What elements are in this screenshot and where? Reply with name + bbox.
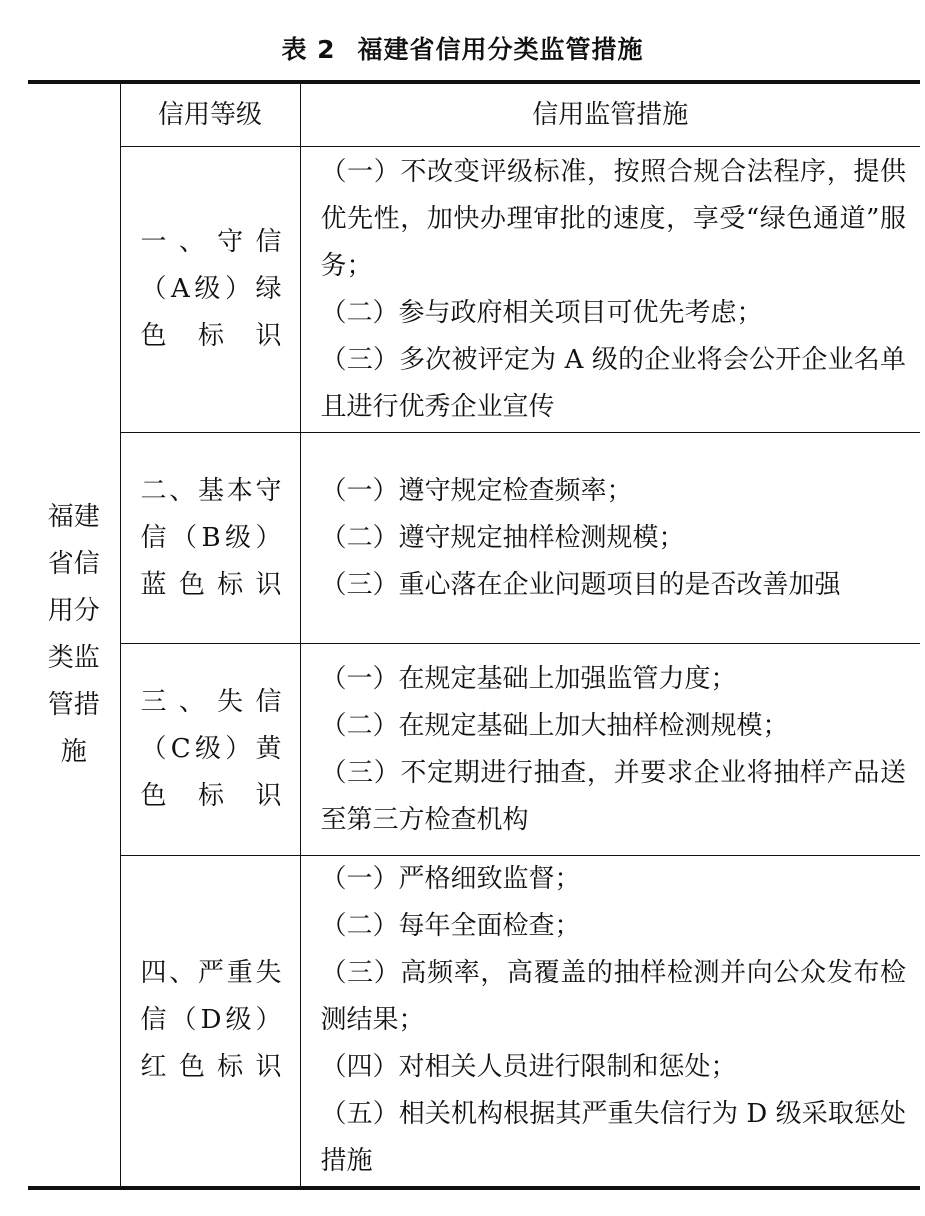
measure-item: （一）遵守规定检查频率； (320, 475, 633, 506)
measures-cell (300, 856, 920, 1188)
header-measures: 信用监管措施 (300, 82, 920, 147)
grade-label: 三、失信（C级）黄色标识 (140, 687, 282, 811)
measure-item: （二）在规定基础上加大抽样检测规模； (320, 710, 789, 741)
table-row (28, 644, 920, 856)
measure-item: （三）不定期进行抽查，并要求企业将抽样产品送至第三方检查机构 (320, 757, 906, 835)
table-title: 福建省信用分类监管措施 (357, 35, 644, 64)
measure-item: （一）在规定基础上加强监管力度； (320, 663, 737, 694)
grade-cell (120, 147, 300, 433)
table-row (28, 856, 920, 1188)
grade-cell (120, 433, 300, 644)
table-caption (0, 30, 925, 70)
grade-cell (120, 856, 300, 1188)
credit-supervision-table (28, 80, 920, 1190)
grade-cell (120, 644, 300, 856)
header-grade: 信用等级 (120, 82, 300, 147)
category-label: 福建省信用分类监管措施 (47, 501, 100, 767)
grade-label: 一、守信（A级）绿色标识 (140, 227, 282, 351)
table-header-row (28, 82, 920, 147)
measure-item: （一）严格细致监督； (320, 864, 581, 895)
grade-label: 二、基本守信（B级）蓝色标识 (140, 475, 282, 600)
measure-item: （三）重心落在企业问题项目的是否改善加强 (320, 569, 841, 600)
table-number: 表 2 (281, 35, 336, 64)
measure-item: （五）相关机构根据其严重失信行为 D 级采取惩处措施 (320, 1099, 906, 1177)
measures-cell (300, 147, 920, 433)
table-row (28, 433, 920, 644)
measure-item: （二）参与政府相关项目可优先考虑； (320, 297, 763, 328)
measure-item: （二）每年全面检查； (320, 911, 581, 942)
measure-item: （四）对相关人员进行限制和惩处； (320, 1052, 737, 1083)
measure-item: （三）高频率，高覆盖的抽样检测并向公众发布检测结果； (320, 958, 906, 1036)
measure-item: （三）多次被评定为 A 级的企业将会公开企业名单且进行优秀企业宣传 (320, 344, 906, 422)
measure-item: （二）遵守规定抽样检测规模； (320, 522, 685, 553)
measures-cell (300, 644, 920, 856)
category-cell (28, 82, 120, 1188)
grade-label: 四、严重失信（D级）红色标识 (140, 958, 282, 1083)
table-row (28, 147, 920, 433)
measures-cell (300, 433, 920, 644)
measure-item: （一）不改变评级标准，按照合规合法程序，提供优先性，加快办理审批的速度，享受“绿色通道”服务； (320, 156, 906, 281)
